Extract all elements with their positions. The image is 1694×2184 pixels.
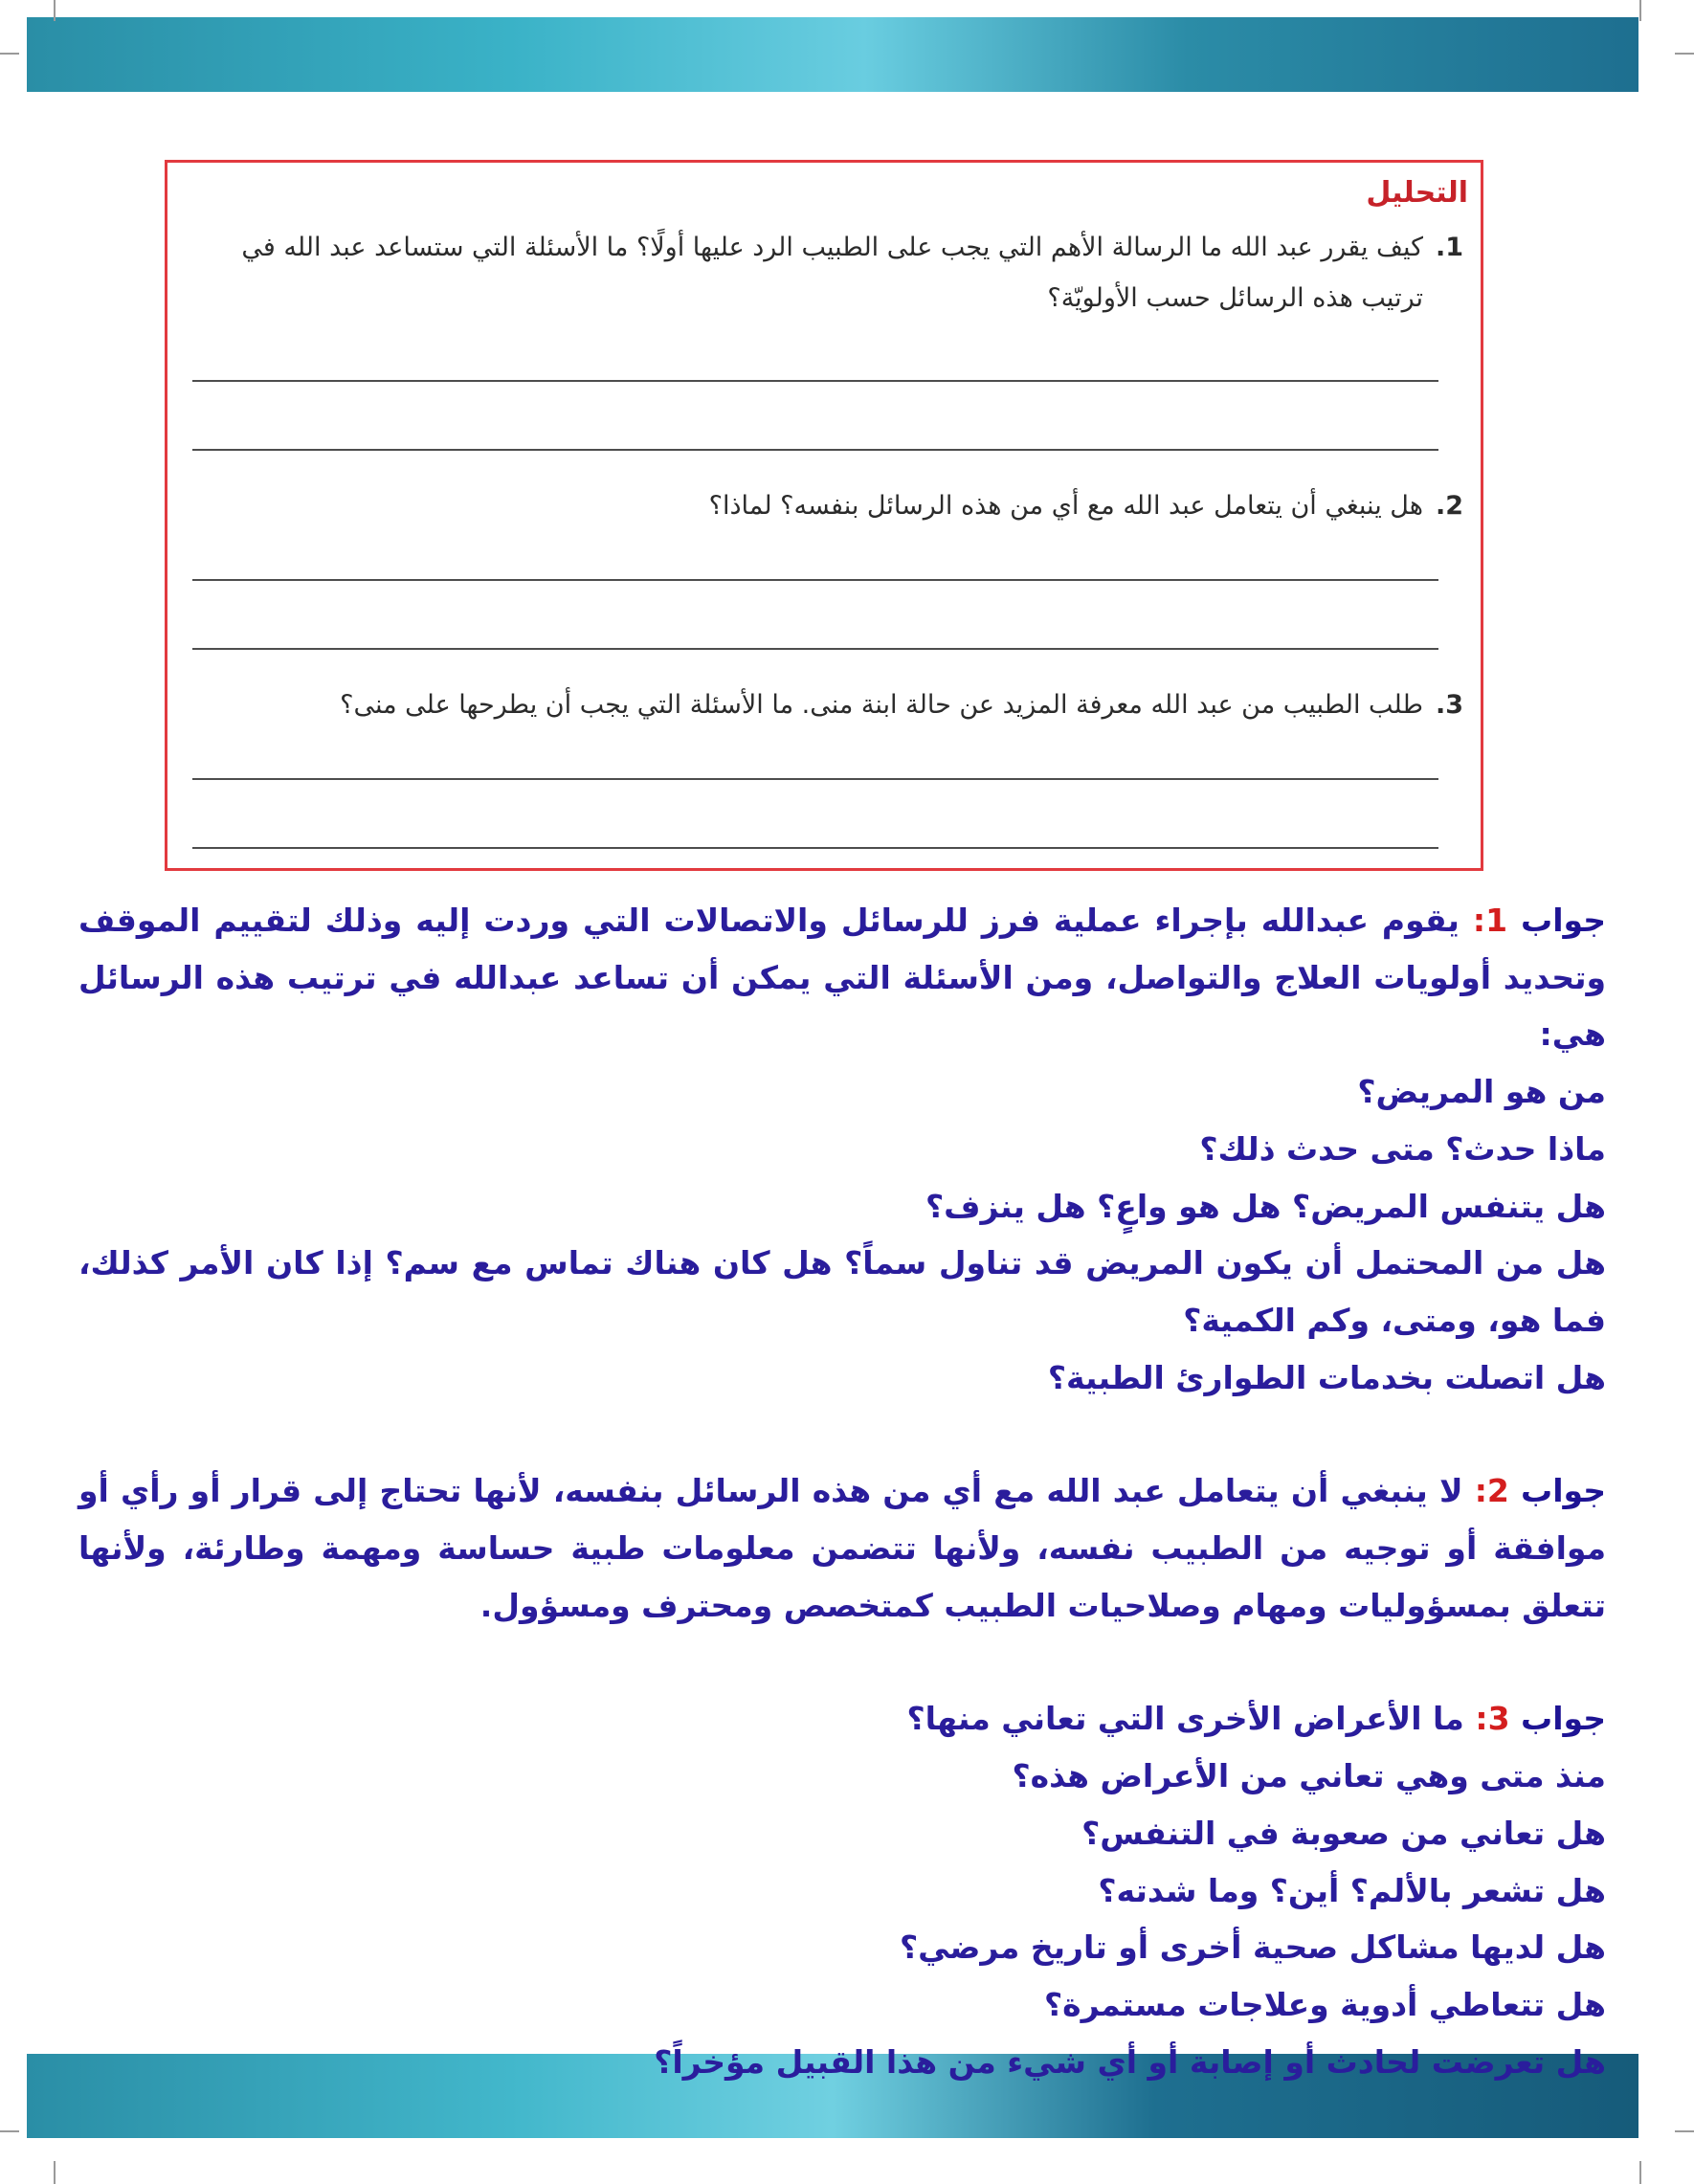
answer-number: 2 <box>1486 1472 1509 1510</box>
answer-3-line: هل لديها مشاكل صحية أخرى أو تاريخ مرضي؟ <box>899 1928 1606 1967</box>
answer-label: جواب <box>1521 1472 1606 1510</box>
crop-mark <box>54 0 56 21</box>
answer-line[interactable] <box>192 449 1438 451</box>
answer-3-line: هل تشعر بالألم؟ أين؟ وما شدته؟ <box>1098 1871 1606 1909</box>
answer-text: ما الأعراض الأخرى التي تعاني منها؟ <box>906 1700 1464 1738</box>
analysis-question-1 <box>206 222 1463 323</box>
analysis-question-3 <box>206 680 1463 730</box>
answer-3-line: هل تتعاطي أدوية وعلاجات مستمرة؟ <box>1043 1985 1606 2023</box>
crop-mark <box>54 2161 56 2184</box>
answer-number: 1 <box>1485 902 1508 939</box>
answer-1-line: من هو المريض؟ <box>1357 1073 1606 1111</box>
answer-3-line: منذ متى وهي تعاني من الأعراض هذه؟ <box>1012 1757 1606 1795</box>
question-text: كيف يقرر عبد الله ما الرسالة الأهم التي يجب على الطبيب الرد عليها أولًا؟ ما الأسئلة التي ستساعد عبد الله في ترتيب هذه الرسائل حسب الأولويّة؟ <box>241 233 1423 313</box>
answer-1-line: ماذا حدث؟ متى حدث ذلك؟ <box>1199 1129 1606 1168</box>
crop-mark <box>1675 2130 1694 2132</box>
answer-2: جواب 2: لا ينبغي أن يتعامل عبد الله مع أي من هذه الرسائل بنفسه، لأنها تحتاج إلى قرار أو رأي أو موافقة أو توجيه من الطبيب نفسه، ولأنها تتضمن معلومات طبية حساسة ومهمة وطارئة، ولأنها تتعلق بمسؤوليات ومهام وصلاحيات الطبيب كمتخصص ومحترف ومسؤول. <box>78 1472 1606 1624</box>
answer-3-line: هل تعرضت لحادث أو إصابة أو أي شيء من هذا القبيل مؤخراً؟ <box>654 2042 1606 2081</box>
answer-label: جواب <box>1521 902 1606 939</box>
answer-line[interactable] <box>192 778 1438 780</box>
question-number: 3. <box>1435 690 1463 720</box>
analysis-title: التحليل <box>1366 176 1468 210</box>
crop-mark <box>1639 0 1641 21</box>
analysis-question-2 <box>206 480 1463 531</box>
answer-number: 3 <box>1487 1700 1510 1738</box>
question-text: هل ينبغي أن يتعامل عبد الله مع أي من هذه الرسائل بنفسه؟ لماذا؟ <box>708 491 1423 521</box>
answers-section <box>78 892 1606 2090</box>
crop-mark <box>1639 2161 1641 2184</box>
answer-text: لا ينبغي أن يتعامل عبد الله مع أي من هذه الرسائل بنفسه، لأنها تحتاج إلى قرار أو رأي أو موافقة أو توجيه من الطبيب نفسه، ولأنها تتضمن معلومات طبية حساسة ومهمة وطارئة، ولأنها تتعلق بمسؤوليات ومهام وصلاحيات الطبيب كمتخصص ومحترف ومسؤول. <box>78 1472 1606 1624</box>
answer-line[interactable] <box>192 579 1438 581</box>
crop-mark <box>0 53 19 55</box>
header-band <box>27 17 1638 92</box>
question-number: 2. <box>1435 491 1463 521</box>
answer-1-intro: جواب 1: يقوم عبدالله بإجراء عملية فرز للرسائل والاتصالات التي وردت إليه وذلك لتقييم الموقف وتحديد أولويات العلاج والتواصل، ومن الأسئلة التي يمكن أن تساعد عبدالله في ترتيب هذه الرسائل هي: <box>78 902 1606 1054</box>
question-number: 1. <box>1435 233 1463 262</box>
answer-1-line: هل من المحتمل أن يكون المريض قد تناول سماً؟ هل كان هناك تماس مع سم؟ إذا كان الأمر كذلك، فما هو، ومتى، وكم الكمية؟ <box>78 1244 1606 1339</box>
answer-3-line: هل تعاني من صعوبة في التنفس؟ <box>1081 1814 1606 1852</box>
answer-3-first: جواب 3: ما الأعراض الأخرى التي تعاني منها؟ <box>906 1700 1606 1738</box>
analysis-box <box>165 160 1483 871</box>
crop-mark <box>0 2130 19 2132</box>
question-text: طلب الطبيب من عبد الله معرفة المزيد عن حالة ابنة منى. ما الأسئلة التي يجب أن يطرحها على منى؟ <box>340 690 1423 720</box>
answer-line[interactable] <box>192 847 1438 849</box>
answer-1-line: هل اتصلت بخدمات الطوارئ الطبية؟ <box>1047 1358 1606 1396</box>
answer-text: يقوم عبدالله بإجراء عملية فرز للرسائل والاتصالات التي وردت إليه وذلك لتقييم الموقف وتحديد أولويات العلاج والتواصل، ومن الأسئلة التي يمكن أن تساعد عبدالله في ترتيب هذه الرسائل هي: <box>78 902 1606 1054</box>
answer-1-line: هل يتنفس المريض؟ هل هو واعٍ؟ هل ينزف؟ <box>925 1187 1606 1225</box>
answer-line[interactable] <box>192 648 1438 650</box>
crop-mark <box>1675 53 1694 55</box>
answer-label: جواب <box>1521 1700 1606 1738</box>
answer-line[interactable] <box>192 380 1438 382</box>
